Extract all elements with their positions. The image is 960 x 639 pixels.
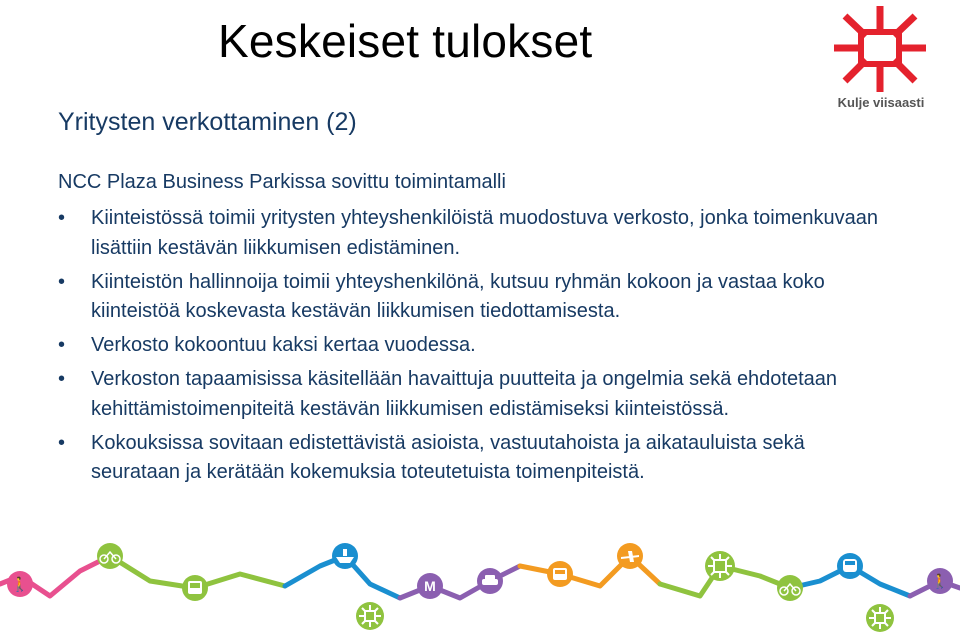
hub-icon [356,602,384,630]
bullet-item: • Kokouksissa sovitaan edistettävistä asioista, vastuutahoista ja aikatauluista sekä seurataan ja kerätään kokemuksia toteutetuista toimenpiteistä. [58,429,888,488]
plane-icon [617,543,643,569]
car-icon [477,568,503,594]
svg-text:M: M [424,578,436,594]
svg-text:🚶: 🚶 [11,577,29,593]
bullet-item: • Verkosto kokoontuu kaksi kertaa vuodessa. [58,331,888,361]
transport-line-decoration [0,526,960,639]
intro-text: NCC Plaza Business Parkissa sovittu toimintamalli [58,171,506,193]
bullet-item: • Kiinteistössä toimii yritysten yhteyshenkilöistä muodostuva verkosto, jonka toimenkuvaan lisättiin kestävän liikkumisen edistäminen. [58,204,888,263]
walk-icon [927,568,953,594]
bus-icon [182,575,208,601]
hub-icon [866,604,894,632]
boat-icon [332,543,358,569]
bullet-list [58,204,888,492]
page-title: Keskeiset tulokset [218,15,593,67]
kulje-viisaasti-logo [832,4,930,112]
bullet-item: • Verkoston tapaamisissa käsitellään havaittuja puutteita ja ongelmia sekä ehdotetaan kehittämistoimenpiteitä kestävän liikkumisen edistämiseksi kiinteistössä. [58,365,888,424]
metro-icon [417,573,443,599]
tram-icon [547,561,573,587]
bicycle-icon [777,575,803,601]
bicycle-icon [97,543,123,569]
walk-icon [7,571,33,597]
bullet-item: • Kiinteistön hallinnoija toimii yhteyshenkilönä, kutsuu ryhmän kokoon ja vastaa koko kiinteistöä koskevasta kestävän liikkumisen tiedottamisesta. [58,268,888,327]
svg-text:🚶: 🚶 [931,574,949,590]
kulje-viisaasti-star-icon [832,4,930,96]
slide-subtitle: Yritysten verkottaminen (2) [58,108,357,136]
logo-text: Kulje viisaasti [837,95,925,110]
train-icon [837,553,863,579]
hub-icon [705,551,735,581]
